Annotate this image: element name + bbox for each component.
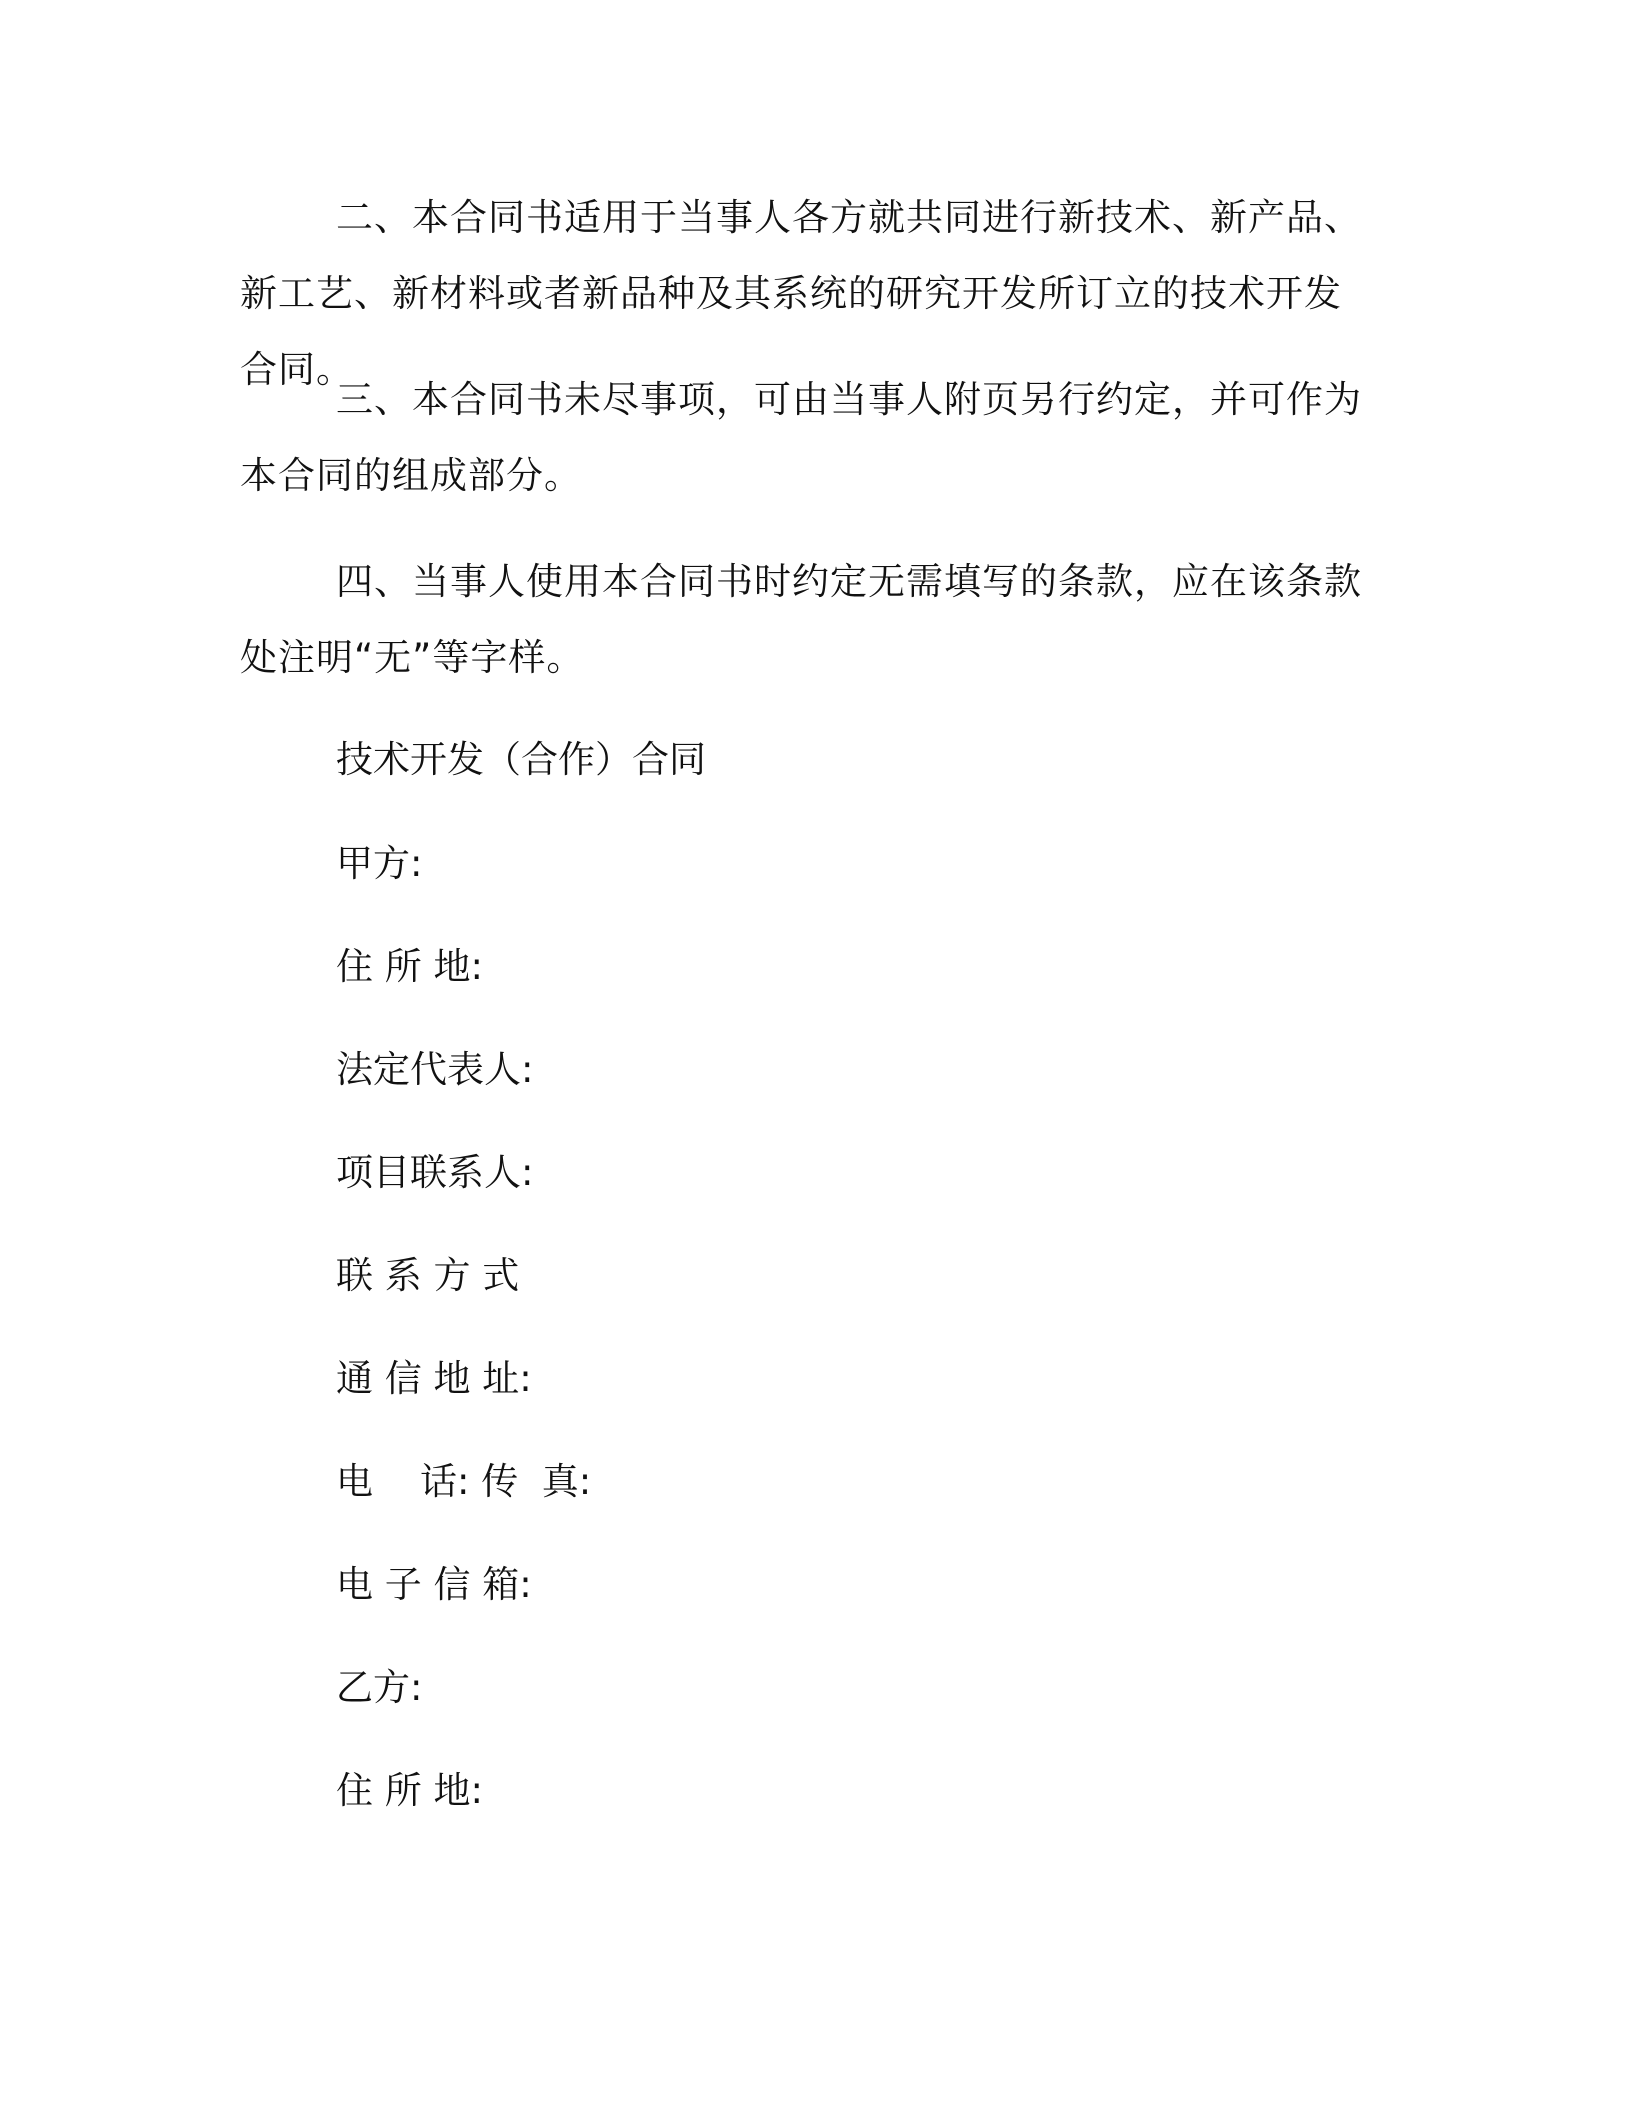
party-b-address-label: 住 所 地:	[336, 1769, 483, 1812]
party-a-contact-method-label: 联 系 方 式	[336, 1254, 520, 1297]
party-a-legal-rep-label: 法定代表人:	[336, 1048, 534, 1091]
contract-title: 技术开发（合作）合同	[336, 738, 706, 781]
party-a-address-label: 住 所 地:	[336, 945, 483, 988]
party-a-label: 甲方:	[336, 842, 423, 885]
paragraph-2: 二、本合同书适用于当事人各方就共同进行新技术、新产品、新工艺、新材料或者新品种及其系统的研究开发所订立的技术开发合同。	[240, 196, 1362, 391]
paragraph-3: 三、本合同书未尽事项，可由当事人附页另行约定，并可作为本合同的组成部分。	[240, 378, 1362, 497]
party-a-mail-address-label: 通 信 地 址:	[336, 1357, 532, 1400]
paragraph-4: 四、当事人使用本合同书时约定无需填写的条款，应在该条款处注明“无”等字样。	[240, 560, 1362, 679]
party-a-phone-fax-label: 电 话: 传 真:	[336, 1460, 592, 1503]
party-b-label: 乙方:	[336, 1666, 423, 1709]
party-a-contact-person-label: 项目联系人:	[336, 1151, 534, 1194]
party-a-email-label: 电 子 信 箱:	[336, 1563, 532, 1606]
